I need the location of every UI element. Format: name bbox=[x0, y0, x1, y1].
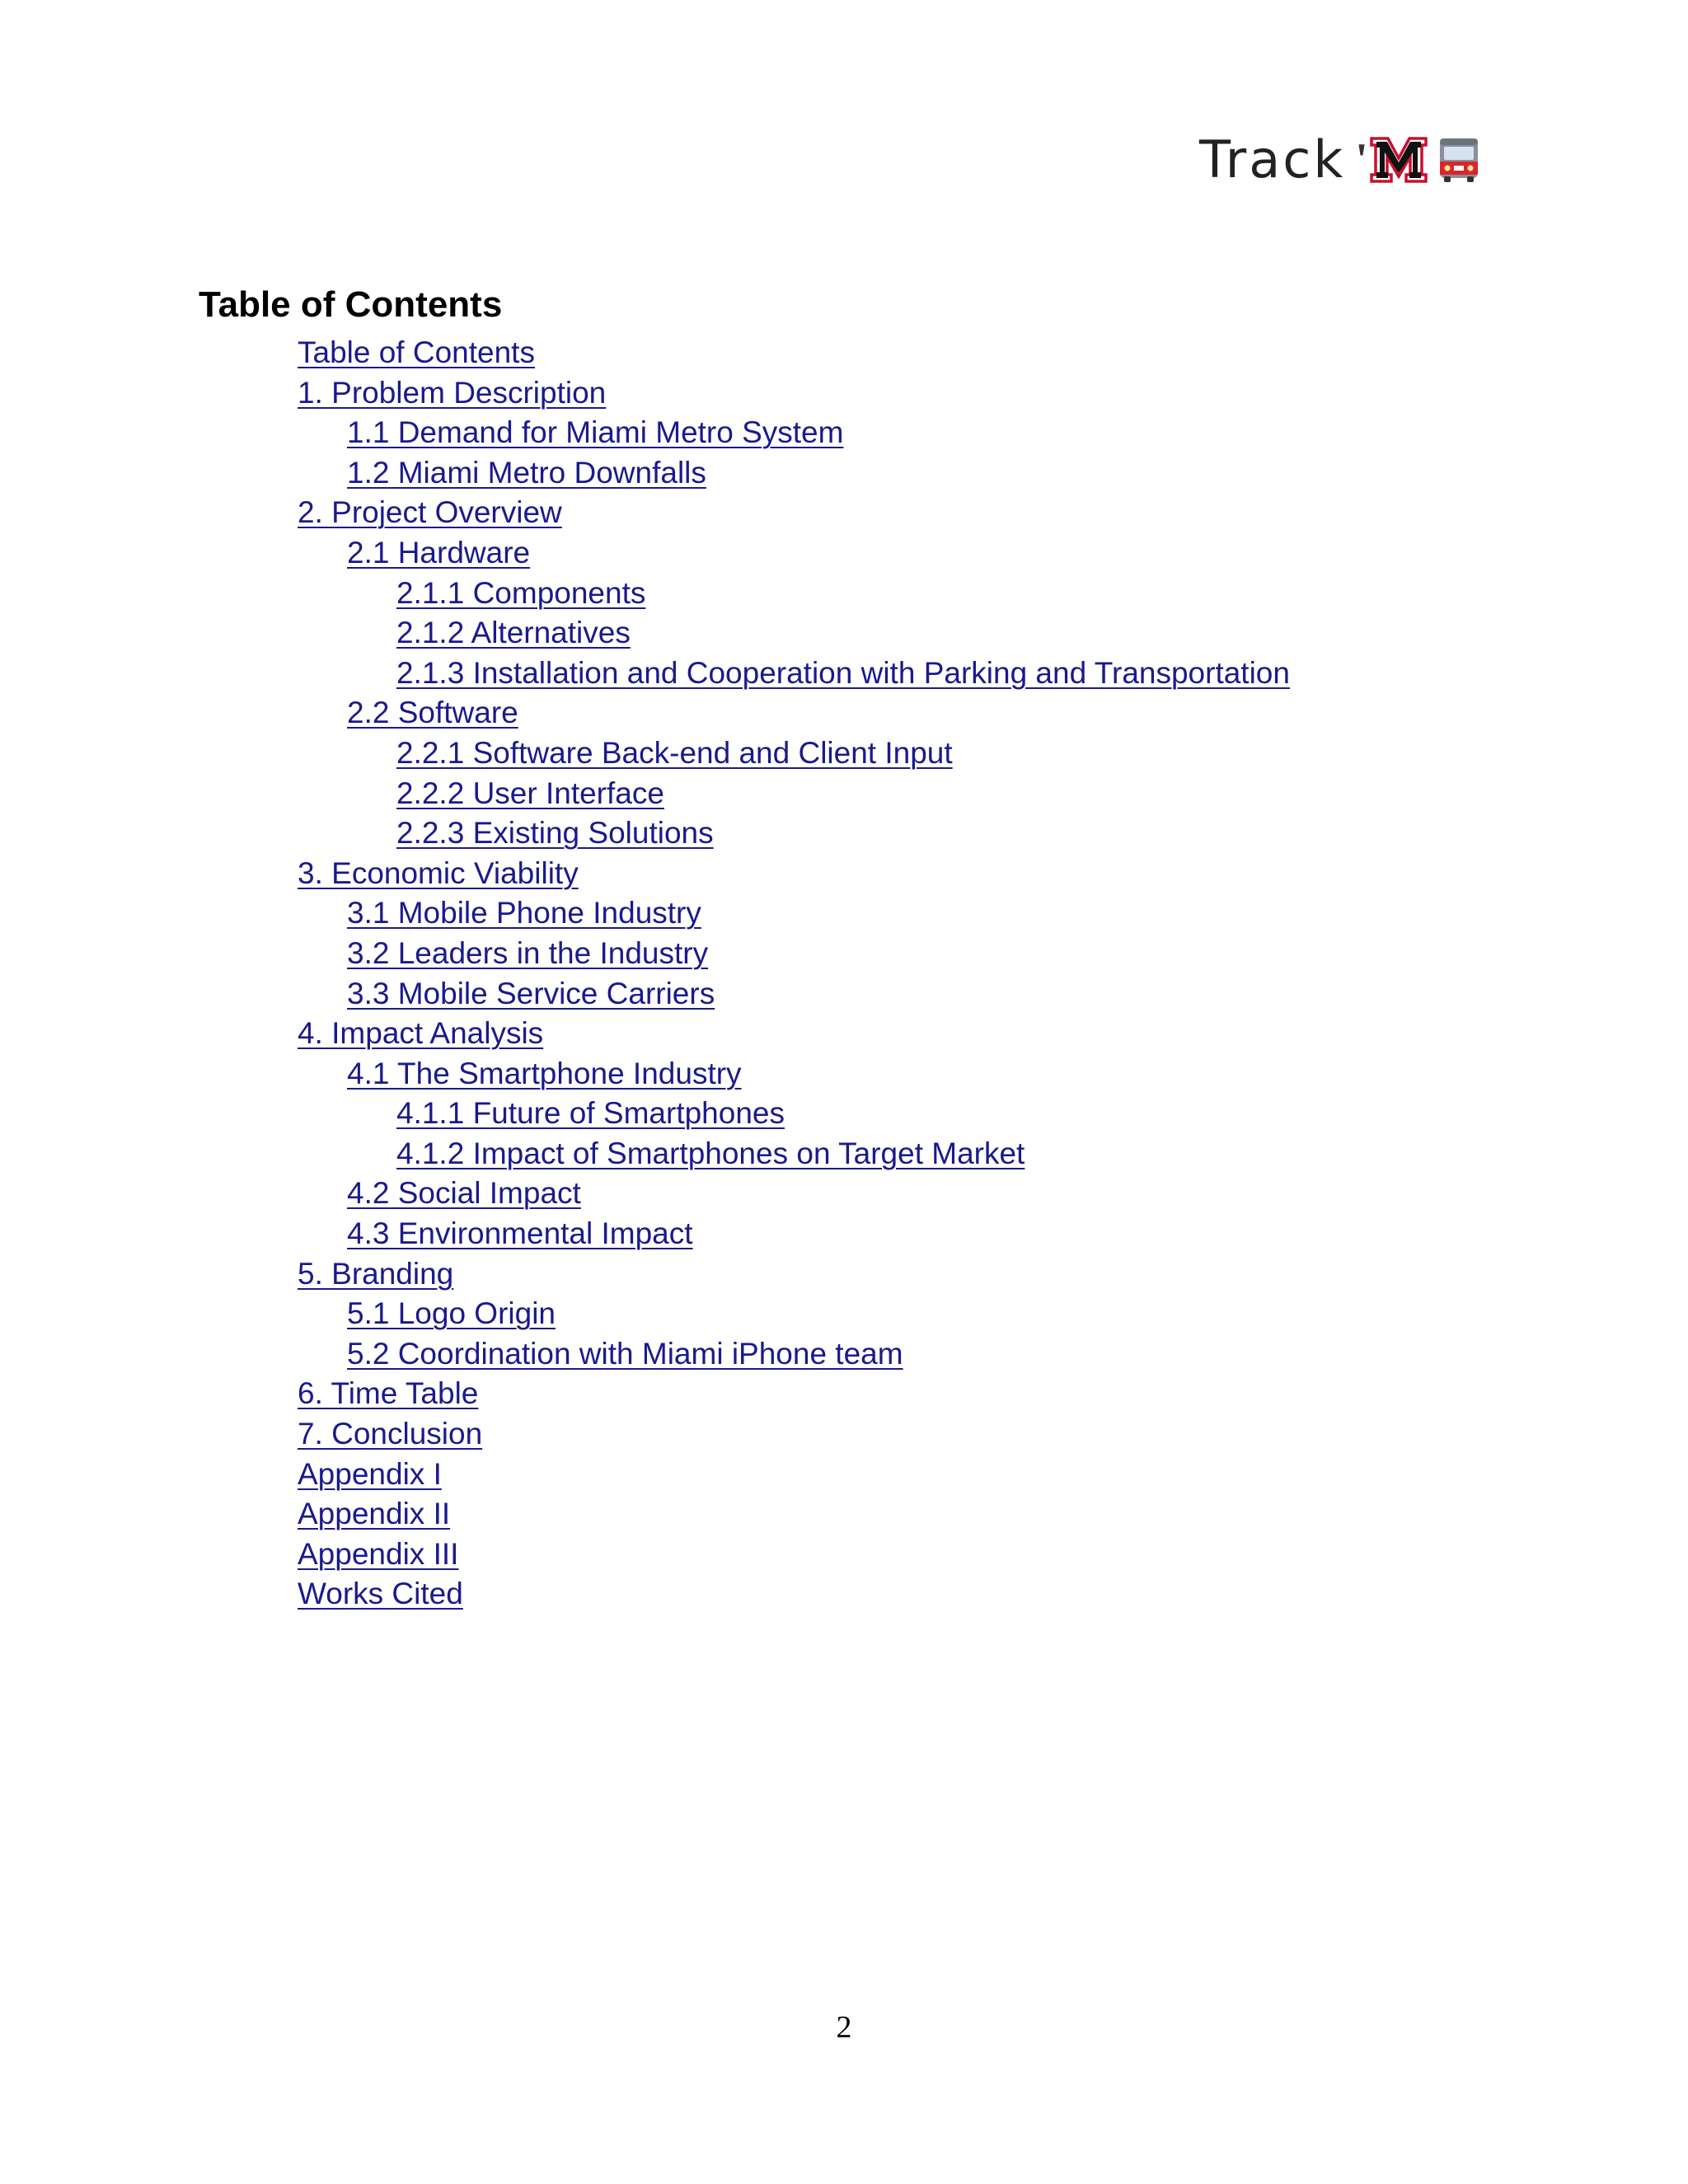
toc-entry bbox=[0, 1054, 1688, 1094]
toc-link[interactable]: 2.1.2 Alternatives bbox=[396, 616, 631, 650]
toc-link[interactable]: Table of Contents bbox=[298, 335, 535, 369]
toc-entry bbox=[0, 854, 1688, 894]
toc-link[interactable]: 2.1.3 Installation and Cooperation with Parking and Transportation bbox=[396, 655, 1290, 690]
toc-entry bbox=[0, 574, 1688, 614]
toc-link[interactable]: 2.2.1 Software Back-end and Client Input bbox=[396, 735, 953, 770]
toc-entry bbox=[0, 1455, 1688, 1495]
logo-wordmark: Track bbox=[1199, 129, 1346, 190]
toc-link[interactable]: 2. Project Overview bbox=[298, 495, 562, 530]
toc-entry bbox=[0, 333, 1688, 373]
toc-entry bbox=[0, 1254, 1688, 1295]
toc-link[interactable]: 2.2.3 Existing Solutions bbox=[396, 816, 714, 851]
toc-entry bbox=[0, 1214, 1688, 1254]
toc-link[interactable]: 3. Economic Viability bbox=[298, 855, 579, 890]
logo-apostrophe: ' bbox=[1355, 134, 1368, 185]
toc-entry bbox=[0, 774, 1688, 814]
toc-list bbox=[0, 333, 1688, 1615]
toc-entry bbox=[0, 1374, 1688, 1414]
toc-link[interactable]: 1.2 Miami Metro Downfalls bbox=[347, 455, 706, 490]
toc-entry bbox=[0, 493, 1688, 533]
toc-link[interactable]: 4.1.1 Future of Smartphones bbox=[396, 1096, 785, 1131]
bus-icon bbox=[1437, 135, 1480, 185]
toc-link[interactable]: 3.3 Mobile Service Carriers bbox=[347, 976, 715, 1010]
toc-entry bbox=[0, 1334, 1688, 1375]
toc-entry bbox=[0, 813, 1688, 854]
toc-link[interactable]: 2.1.1 Components bbox=[396, 575, 646, 610]
toc-entry bbox=[0, 1414, 1688, 1455]
toc-link[interactable]: 3.2 Leaders in the Industry bbox=[347, 935, 709, 970]
page-number: 2 bbox=[836, 2010, 852, 2045]
toc-entry bbox=[0, 974, 1688, 1015]
toc-link[interactable]: 6. Time Table bbox=[298, 1376, 479, 1411]
toc-entry bbox=[0, 1174, 1688, 1214]
toc-entry bbox=[0, 533, 1688, 574]
toc-heading: Table of Contents bbox=[199, 284, 503, 325]
toc-entry bbox=[0, 613, 1688, 654]
toc-link[interactable]: 4.3 Environmental Impact bbox=[347, 1216, 693, 1251]
toc-link[interactable]: 4.1 The Smartphone Industry bbox=[347, 1056, 742, 1090]
toc-entry bbox=[0, 1134, 1688, 1174]
toc-entry bbox=[0, 453, 1688, 494]
toc-link[interactable]: 1. Problem Description bbox=[298, 375, 607, 410]
toc-link[interactable]: Appendix III bbox=[298, 1536, 459, 1571]
miami-m-icon bbox=[1370, 135, 1428, 185]
toc-link[interactable]: 5.1 Logo Origin bbox=[347, 1296, 556, 1331]
toc-entry bbox=[0, 1094, 1688, 1134]
toc-link[interactable]: 5.2 Coordination with Miami iPhone team bbox=[347, 1336, 903, 1371]
toc-link[interactable]: 4. Impact Analysis bbox=[298, 1016, 544, 1051]
toc-link[interactable]: 1.1 Demand for Miami Metro System bbox=[347, 415, 844, 450]
toc-link[interactable]: Works Cited bbox=[298, 1577, 463, 1611]
toc-entry bbox=[0, 1494, 1688, 1535]
toc-link[interactable]: 2.1 Hardware bbox=[347, 535, 531, 569]
toc-entry bbox=[0, 934, 1688, 974]
toc-entry bbox=[0, 373, 1688, 414]
toc-link[interactable]: 5. Branding bbox=[298, 1256, 454, 1291]
toc-link[interactable]: Appendix I bbox=[298, 1456, 442, 1491]
toc-entry bbox=[0, 1014, 1688, 1054]
toc-entry bbox=[0, 413, 1688, 453]
toc-entry bbox=[0, 654, 1688, 694]
toc-link[interactable]: 3.1 Mobile Phone Industry bbox=[347, 896, 701, 930]
toc-entry bbox=[0, 893, 1688, 934]
toc-link[interactable]: Appendix II bbox=[298, 1497, 451, 1531]
toc-link[interactable]: 2.2 Software bbox=[347, 696, 518, 730]
toc-entry bbox=[0, 1574, 1688, 1615]
toc-entry bbox=[0, 1294, 1688, 1334]
toc-entry bbox=[0, 1535, 1688, 1575]
toc-link[interactable]: 4.1.2 Impact of Smartphones on Target Market bbox=[396, 1136, 1025, 1170]
track-m-logo bbox=[1199, 130, 1480, 190]
toc-entry bbox=[0, 693, 1688, 733]
toc-link[interactable]: 4.2 Social Impact bbox=[347, 1176, 581, 1211]
toc-entry bbox=[0, 733, 1688, 774]
toc-link[interactable]: 2.2.2 User Interface bbox=[396, 776, 664, 810]
toc-link[interactable]: 7. Conclusion bbox=[298, 1417, 483, 1451]
